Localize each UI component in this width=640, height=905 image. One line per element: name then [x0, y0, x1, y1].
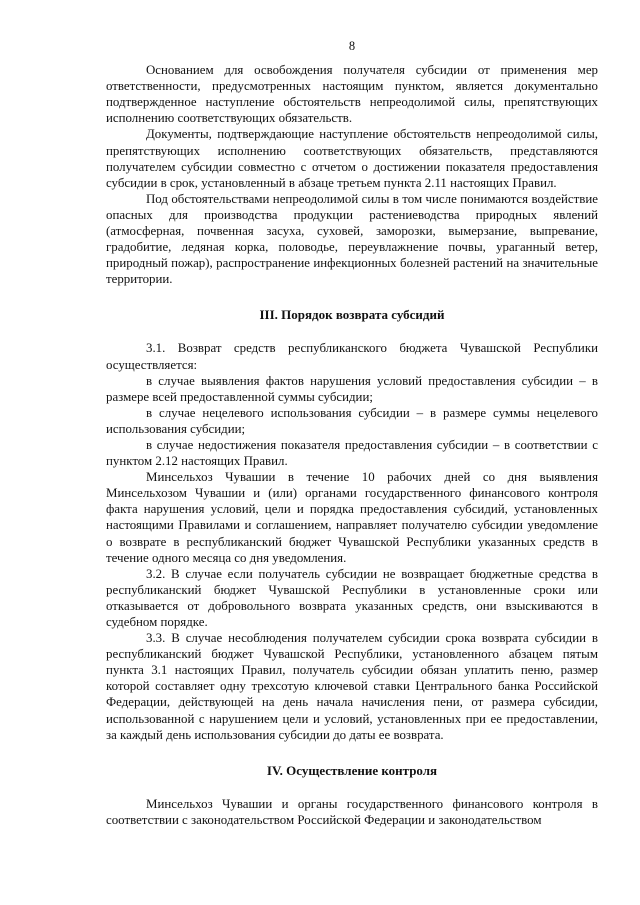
paragraph: Минсельхоз Чувашии и органы государственного финансового контроля в соответствии с законодательством Российской Федерации и законодательством [106, 796, 598, 827]
paragraph: 3.2. В случае если получатель субсидии не возвращает бюджетные средства в республиканский бюджет Чувашской Республики в установленные сроки или отказывается от добровольного возврата указанных средств, они взыскиваются в судебном порядке. [106, 566, 598, 629]
paragraph: Минсельхоз Чувашии в течение 10 рабочих дней со дня выявления Минсельхозом Чувашии и (или) органами государственного финансового контроля факта нарушения условий, цели и порядка предоставления субсидий, установленных настоящими Правилами и соглашением, направляет получателю субсидии уведомление о возврате в республиканский бюджет Чувашской Республики указанных средств в течение одного месяца со дня уведомления. [106, 470, 598, 565]
paragraph: 3.3. В случае несоблюдения получателем субсидии срока возврата субсидии в республиканский бюджет Чувашской Республики, установленного абзацем пятым пункта 3.1 настоящих Правил, получатель субсидии обязан уплатить пеню, размер которой составляет одну трехсотую ключевой ставки Центрального банка Российской Федерации, действующей на день начала начисления пени, от размера субсидии, использованной с нарушением цели и условий, установленных при ее предоставлении, за каждый день использования субсидии до даты ее возврата. [106, 631, 598, 742]
paragraph: в случае нецелевого использования субсидии – в размере суммы нецелевого использования субсидии; [106, 405, 598, 436]
paragraph: в случае недостижения показателя предоставления субсидии – в соответствии с пунктом 2.12 настоящих Правил. [106, 437, 598, 469]
page-number: 8 [348, 39, 356, 53]
paragraph: Основанием для освобождения получателя субсидии от применения мер ответственности, предусмотренных настоящим пунктом, является документально подтвержденное наступление обстоятельств непреодолимой силы, препятствующих исполнению соответствующих обязательств. [106, 63, 598, 126]
section-heading: III. Порядок возврата субсидий [259, 307, 445, 323]
paragraph: Документы, подтверждающие наступление обстоятельств непреодолимой силы, препятствующих исполнению соответствующих обязательств, представляются получателем субсидии совместно с отчетом о достижении показателя предоставления субсидии в срок, установленный в абзаце третьем пункта 2.11 настоящих Правил. [106, 127, 598, 190]
paragraph: 3.1. Возврат средств республиканского бюджета Чувашской Республики осуществляется: [106, 341, 598, 372]
section-heading: IV. Осуществление контроля [266, 762, 438, 778]
paragraph: в случае выявления фактов нарушения условий предоставления субсидии – в размере всей предоставленной суммы субсидии; [106, 373, 598, 404]
paragraph: Под обстоятельствами непреодолимой силы в том числе понимаются воздействие опасных для производства продукции растениеводства природных явлений (атмосферная, почвенная засуха, суховей, заморозки, вымерзание, выпревание, градобитие, ледяная корка, половодье, переувлажнение почвы, ураганный ветер, природный пожар), распространение инфекционных болезней растений на значительные территории. [106, 191, 598, 287]
